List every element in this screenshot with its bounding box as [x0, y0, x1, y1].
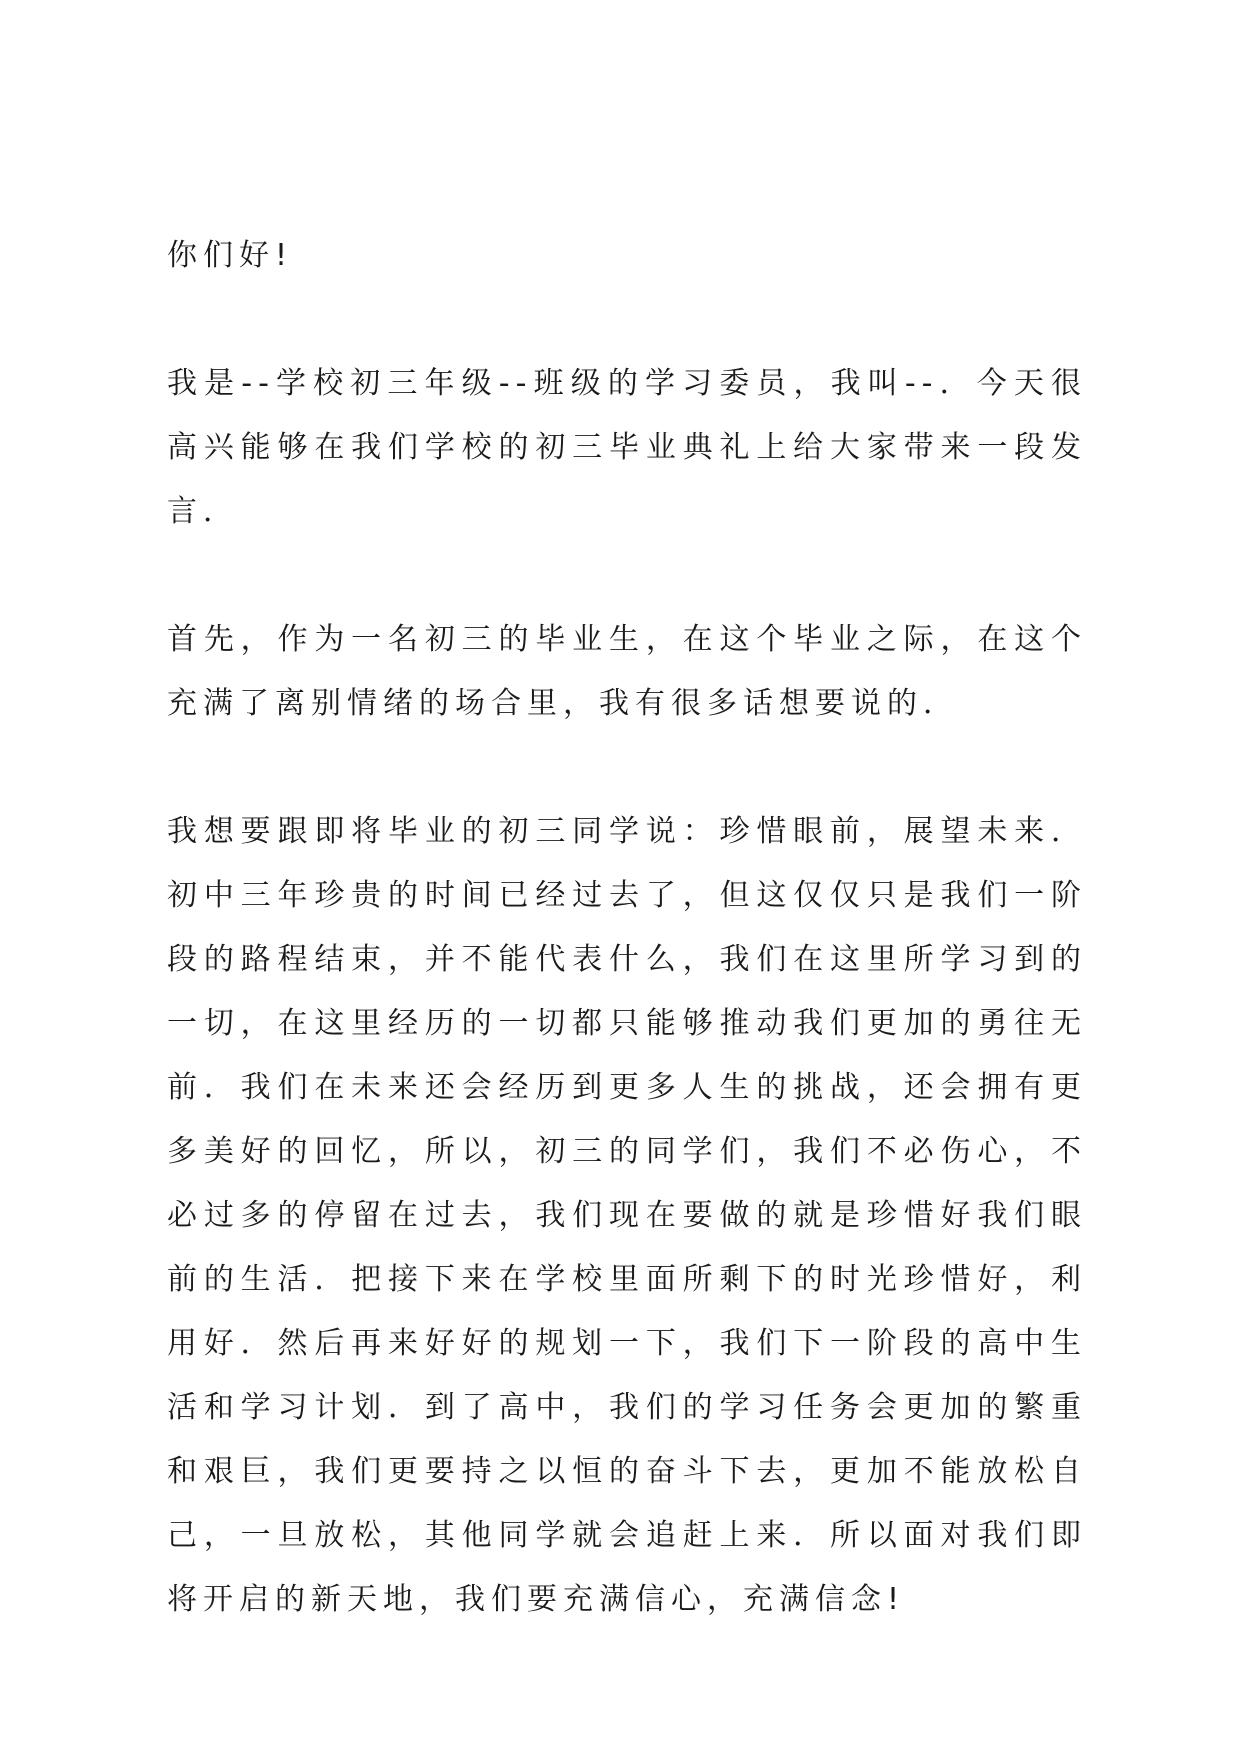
introduction-paragraph: 我是--学校初三年级--班级的学习委员，我叫--．今天很高兴能够在我们学校的初三毕业典礼上给大家带来一段发言． [167, 366, 1087, 529]
main-paragraph: 我想要跟即将毕业的初三同学说：珍惜眼前，展望未来．初中三年珍贵的时间已经过去了，但这仅仅只是我们一阶段的路程结束，并不能代表什么，我们在这里所学习到的一切，在这里经历的一切都只能够推动我们更加的勇往无前．我们在未来还会经历到更多人生的挑战，还会拥有更多美好的回忆，所以，初三的同学们，我们不必伤心，不必过多的停留在过去，我们现在要做的就是珍惜好我们眼前的生活．把接下来在学校里面所剩下的时光珍惜好，利用好．然后再来好好的规划一下，我们下一阶段的高中生活和学习计划．到了高中，我们的学习任务会更加的繁重和艰巨，我们更要持之以恒的奋斗下去，更加不能放松自己，一旦放松，其他同学就会追赶上来．所以面对我们即将开启的新天地，我们要充满信心，充满信念! [167, 814, 1087, 1617]
document-body [167, 224, 1087, 1632]
opening-paragraph: 首先，作为一名初三的毕业生，在这个毕业之际，在这个充满了离别情绪的场合里，我有很多话想要说的． [167, 622, 1087, 721]
greeting-paragraph: 你们好! [167, 238, 294, 273]
